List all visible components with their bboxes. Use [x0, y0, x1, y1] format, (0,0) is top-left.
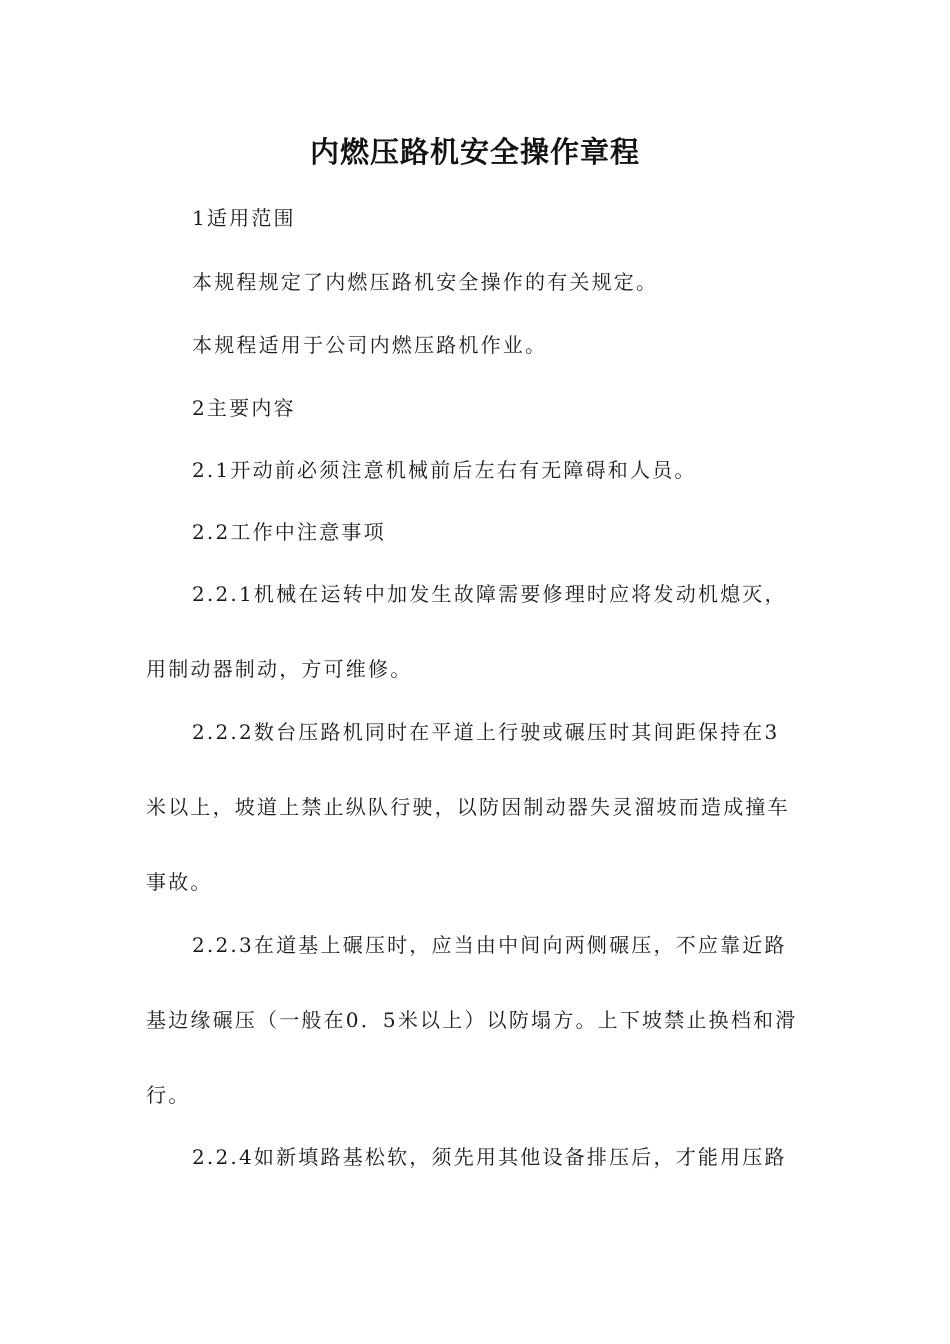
paragraph-line: 行。: [146, 1083, 191, 1107]
document-title: 内燃压路机安全操作章程: [309, 135, 640, 169]
paragraph-line: 2.1开动前必须注意机械前后左右有无障碍和人员。: [192, 458, 697, 482]
paragraph-line: 2.2.2数台压路机同时在平道上行驶或碾压时其间距保持在3: [192, 720, 780, 744]
paragraph-line: 本规程适用于公司内燃压路机作业。: [192, 333, 548, 357]
paragraph-line: 事故。: [146, 870, 213, 894]
paragraph-line: 2.2.3在道基上碾压时，应当由中间向两侧碾压，不应靠近路: [192, 933, 787, 957]
paragraph-line: 2.2.1机械在运转中加发生故障需要修理时应将发动机熄灭，: [192, 582, 787, 606]
subsection-heading: 2.2工作中注意事项: [192, 520, 386, 544]
paragraph-line: 基边缘碾压（一般在0．5米以上）以防塌方。上下坡禁止换档和滑: [146, 1008, 798, 1032]
paragraph-line: 本规程规定了内燃压路机安全操作的有关规定。: [192, 270, 659, 294]
paragraph-line: 米以上，坡道上禁止纵队行驶，以防因制动器失灵溜坡而造成撞车: [146, 795, 790, 819]
paragraph-line: 2.2.4如新填路基松软，须先用其他设备排压后，才能用压路: [192, 1145, 787, 1169]
paragraph-line: 用制动器制动，方可维修。: [146, 657, 413, 681]
section-heading-content: 2主要内容: [192, 396, 296, 420]
section-heading-scope: 1适用范围: [192, 206, 296, 230]
